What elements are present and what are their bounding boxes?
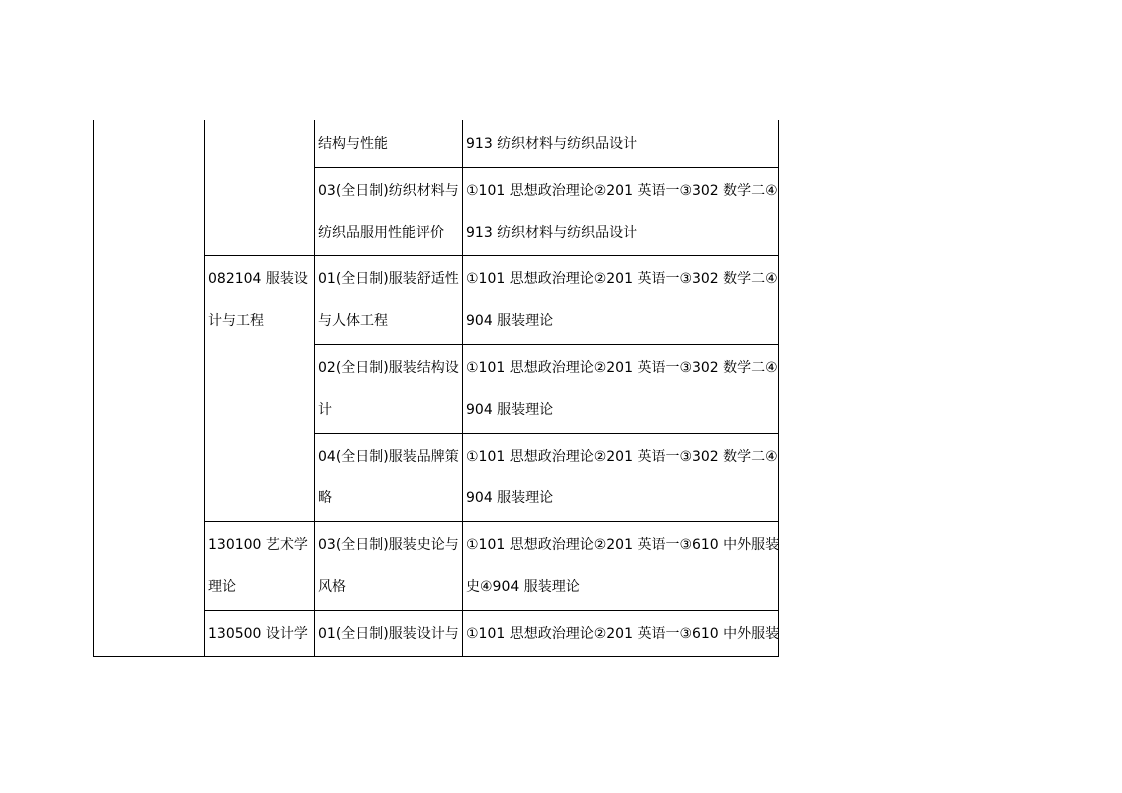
major-cell-line: 082104 服装设 — [208, 271, 308, 287]
row-divider — [204, 255, 779, 256]
direction-cell-line: 纺织品服用性能评价 — [318, 225, 444, 241]
table-border-left — [93, 120, 94, 657]
direction-cell-line: 结构与性能 — [318, 136, 388, 152]
direction-cell-line: 与人体工程 — [318, 313, 388, 329]
exam-cell-line: 904 服装理论 — [466, 402, 554, 418]
table-border-right — [778, 120, 779, 657]
major-cell-line: 计与工程 — [208, 313, 264, 329]
direction-cell-line: 略 — [318, 490, 332, 506]
exam-cell-line: ①101 思想政治理论②201 英语一③302 数学二④ — [466, 271, 778, 287]
direction-cell-line: 风格 — [318, 579, 346, 595]
direction-cell-line: 01(全日制)服装舒适性 — [318, 271, 459, 287]
exam-cell-line: ①101 思想政治理论②201 英语一③610 中外服装 — [466, 626, 780, 642]
table-column-divider — [462, 120, 463, 657]
row-divider — [204, 521, 779, 522]
exam-cell-line: 史④904 服装理论 — [466, 579, 580, 595]
direction-cell-line: 03(全日制)纺织材料与 — [318, 183, 459, 199]
major-cell-line: 130500 设计学 — [208, 626, 308, 642]
direction-cell-line: 04(全日制)服装品牌策 — [318, 449, 459, 465]
row-divider — [204, 610, 779, 611]
exam-cell-line: 904 服装理论 — [466, 313, 554, 329]
direction-cell-line: 02(全日制)服装结构设 — [318, 360, 459, 376]
direction-cell-line: 01(全日制)服装设计与 — [318, 626, 459, 642]
exam-cell-line: 904 服装理论 — [466, 490, 554, 506]
direction-cell-line: 03(全日制)服装史论与 — [318, 537, 459, 553]
direction-cell-line: 计 — [318, 402, 332, 418]
table-column-divider — [314, 120, 315, 657]
exam-cell-line: 913 纺织材料与纺织品设计 — [466, 225, 638, 241]
row-divider — [314, 433, 779, 434]
row-divider — [314, 167, 779, 168]
exam-cell-line: ①101 思想政治理论②201 英语一③302 数学二④ — [466, 449, 778, 465]
table-border-bottom — [93, 656, 779, 657]
exam-cell-line: ①101 思想政治理论②201 英语一③302 数学二④ — [466, 183, 778, 199]
exam-cell-line: 913 纺织材料与纺织品设计 — [466, 136, 638, 152]
row-divider — [314, 344, 779, 345]
exam-cell-line: ①101 思想政治理论②201 英语一③610 中外服装 — [466, 537, 780, 553]
major-cell-line: 理论 — [208, 579, 236, 595]
table-column-divider — [204, 120, 205, 657]
exam-cell-line: ①101 思想政治理论②201 英语一③302 数学二④ — [466, 360, 778, 376]
major-cell-line: 130100 艺术学 — [208, 537, 308, 553]
